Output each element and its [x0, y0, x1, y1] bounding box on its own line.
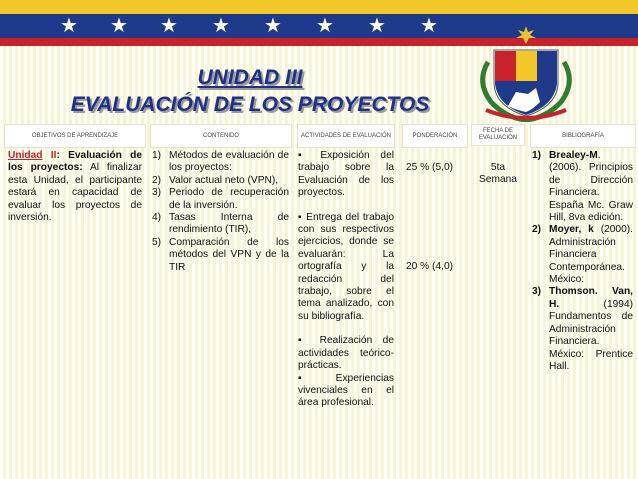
ponderacion-1: 25 % (5,0)	[406, 162, 453, 173]
bibliografia-item: 3) Thomson. Van, H. (1994) Fundamentos de Administración Financiera. México: Prentice Hall.	[532, 286, 633, 372]
header-bibliografia: BIBLIOGRAFÍA	[530, 124, 636, 148]
contenido-item: 5) Comparación de los métodos del VPN y de la TIR	[152, 236, 289, 273]
header-fecha: FECHA DE EVALUACIÓN	[471, 124, 525, 146]
flag-stars	[60, 14, 450, 38]
page-title: UNIDAD III	[197, 66, 303, 89]
objetivo-title: : Evaluación de los proyectos:	[8, 150, 142, 174]
header-objetivos: OBJETIVOS DE APRENDIZAJE	[4, 124, 146, 148]
contenido-item: 3) Periodo de recuperación de la inversión.	[152, 187, 289, 211]
ponderacion-2: 20 % (4,0)	[406, 261, 453, 272]
bibliografia-item: 2) Moyer, k (2000). Administración Financiera Contemporánea. México:	[532, 224, 633, 286]
star-icon: ★	[316, 15, 334, 37]
header-contenido: CONTENIDO	[150, 124, 292, 148]
star-icon: ★	[160, 15, 178, 37]
bibliografia-item: 1) Brealey-M. (2006). Principios de Dirección Financiera. España Mc. Graw Hill, 8va edición.	[532, 150, 633, 224]
objetivo-text: Al finalizar esta Unidad, el participante estará en capacidad de evaluar los proyectos de inversión.	[8, 162, 142, 224]
page-subtitle: EVALUACIÓN DE LOS PROYECTOS	[70, 93, 430, 116]
header-ponderacion: PONDERACIÓN	[402, 124, 468, 148]
actividad-item: ▪ Entrega del trabajo con sus respectivos ejercicios, donde se evaluarán: La ortografía y la redacción del trabajo, sobre el tema analizado, con su bibliografía.	[298, 211, 394, 322]
actividades-cell	[298, 150, 394, 410]
contenido-item: 2) Valor actual neto (VPN),	[152, 174, 279, 186]
actividad-item: ▪ Experiencias vivenciales en el área profesional.	[298, 372, 394, 409]
actividad-item: ▪ Realización de actividades teórico-prácticas.	[298, 335, 394, 372]
star-icon: ★	[420, 15, 438, 37]
fecha-line: Semana	[479, 174, 517, 186]
bibliografia-cell	[532, 150, 633, 373]
contenido-item: 1) Métodos de evaluación de los proyectos:	[152, 150, 289, 174]
header-actividades: ACTIVIDADES DE EVALUACIÓN	[297, 124, 395, 148]
star-icon: ★	[60, 15, 78, 37]
unidad-number: II	[50, 150, 57, 161]
star-icon: ★	[368, 15, 386, 37]
fecha-line: 5ta	[490, 162, 506, 173]
flag-yellow-band	[0, 0, 638, 14]
objetivo-cell	[8, 150, 142, 224]
contenido-cell	[152, 150, 289, 274]
unidad-prefix: Unidad	[8, 150, 43, 161]
actividad-item: ▪ Exposición del trabajo sobre la Evaluación de los proyectos.	[298, 150, 394, 199]
contenido-item: 4) Tasas Interna de rendimiento (TIR),	[152, 212, 289, 236]
star-icon: ★	[264, 15, 282, 37]
star-icon: ★	[212, 15, 230, 37]
star-icon: ★	[110, 15, 128, 37]
fecha-cell	[471, 162, 525, 187]
